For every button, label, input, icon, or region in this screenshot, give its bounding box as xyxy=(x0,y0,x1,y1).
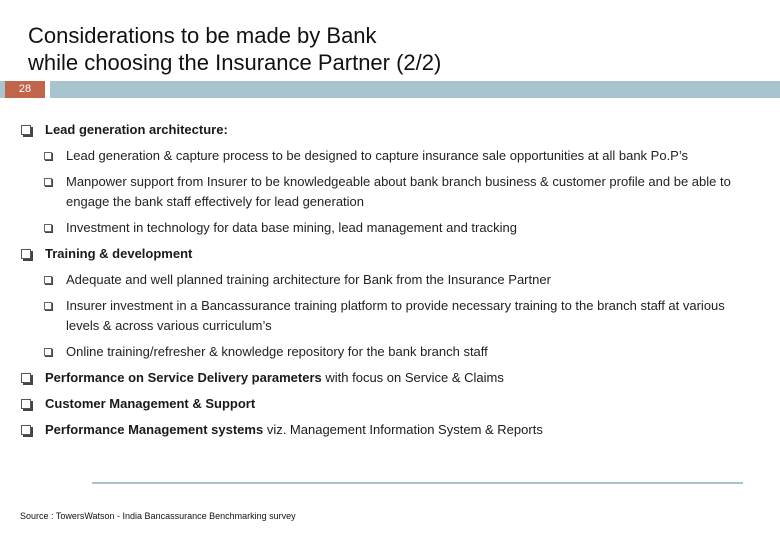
list-item xyxy=(20,146,760,166)
list-item-text: Online training/refresher & knowledge repository for the bank branch staff xyxy=(66,344,488,359)
checkbox-bullet-icon xyxy=(44,276,52,284)
checkbox-bullet-icon xyxy=(44,348,52,356)
section-heading-rest: with focus on Service & Claims xyxy=(321,370,504,385)
list-item xyxy=(20,172,760,212)
section-performance-management xyxy=(20,420,760,440)
section-heading: Training & development xyxy=(45,246,193,261)
list-item-text: Investment in technology for data base mining, lead management and tracking xyxy=(66,220,517,235)
source-note: Source : TowersWatson - India Bancassurance Benchmarking survey xyxy=(20,511,296,521)
section-lead-generation xyxy=(20,120,760,140)
list-item-text: Lead generation & capture process to be designed to capture insurance sale opportunities at all bank Po.P’s xyxy=(66,148,689,163)
checkbox-bullet-icon xyxy=(44,224,52,232)
checkbox-bullet-icon xyxy=(44,302,52,310)
list-item-text: Adequate and well planned training architecture for Bank from the Insurance Partner xyxy=(66,272,551,287)
list-item-text: Manpower support from Insurer to be knowledgeable about bank branch business & customer profile and be able to engage the bank staff effectively for lead generation xyxy=(66,174,731,209)
section-heading-rest: viz. Management Information System & Reports xyxy=(263,422,543,437)
section-heading: Customer Management & Support xyxy=(45,396,256,411)
list-item xyxy=(20,270,760,290)
section-heading: Performance on Service Delivery parameters xyxy=(45,370,322,385)
list-item xyxy=(20,296,760,336)
checkbox-bullet-icon xyxy=(21,425,31,435)
checkbox-bullet-icon xyxy=(21,399,31,409)
section-heading: Performance Management systems xyxy=(45,422,264,437)
list-item-text: Insurer investment in a Bancassurance training platform to provide necessary training to the branch staff at various levels & across various curriculum’s xyxy=(66,298,725,333)
section-training xyxy=(20,244,760,264)
section-heading: Lead generation architecture: xyxy=(45,122,228,137)
slide-title xyxy=(28,22,441,76)
header-band xyxy=(50,81,780,98)
section-service-delivery xyxy=(20,368,760,388)
list-item xyxy=(20,218,760,238)
checkbox-bullet-icon xyxy=(44,178,52,186)
slide-content xyxy=(20,120,760,446)
slide-number-badge: 28 xyxy=(5,81,45,98)
slide-title-line-1: Considerations to be made by Bank xyxy=(28,23,377,48)
footer-divider xyxy=(92,482,743,484)
checkbox-bullet-icon xyxy=(21,249,31,259)
checkbox-bullet-icon xyxy=(44,152,52,160)
checkbox-bullet-icon xyxy=(21,125,31,135)
list-item xyxy=(20,342,760,362)
section-customer-management xyxy=(20,394,760,414)
slide-title-line-2: while choosing the Insurance Partner (2/2) xyxy=(28,50,442,75)
checkbox-bullet-icon xyxy=(21,373,31,383)
